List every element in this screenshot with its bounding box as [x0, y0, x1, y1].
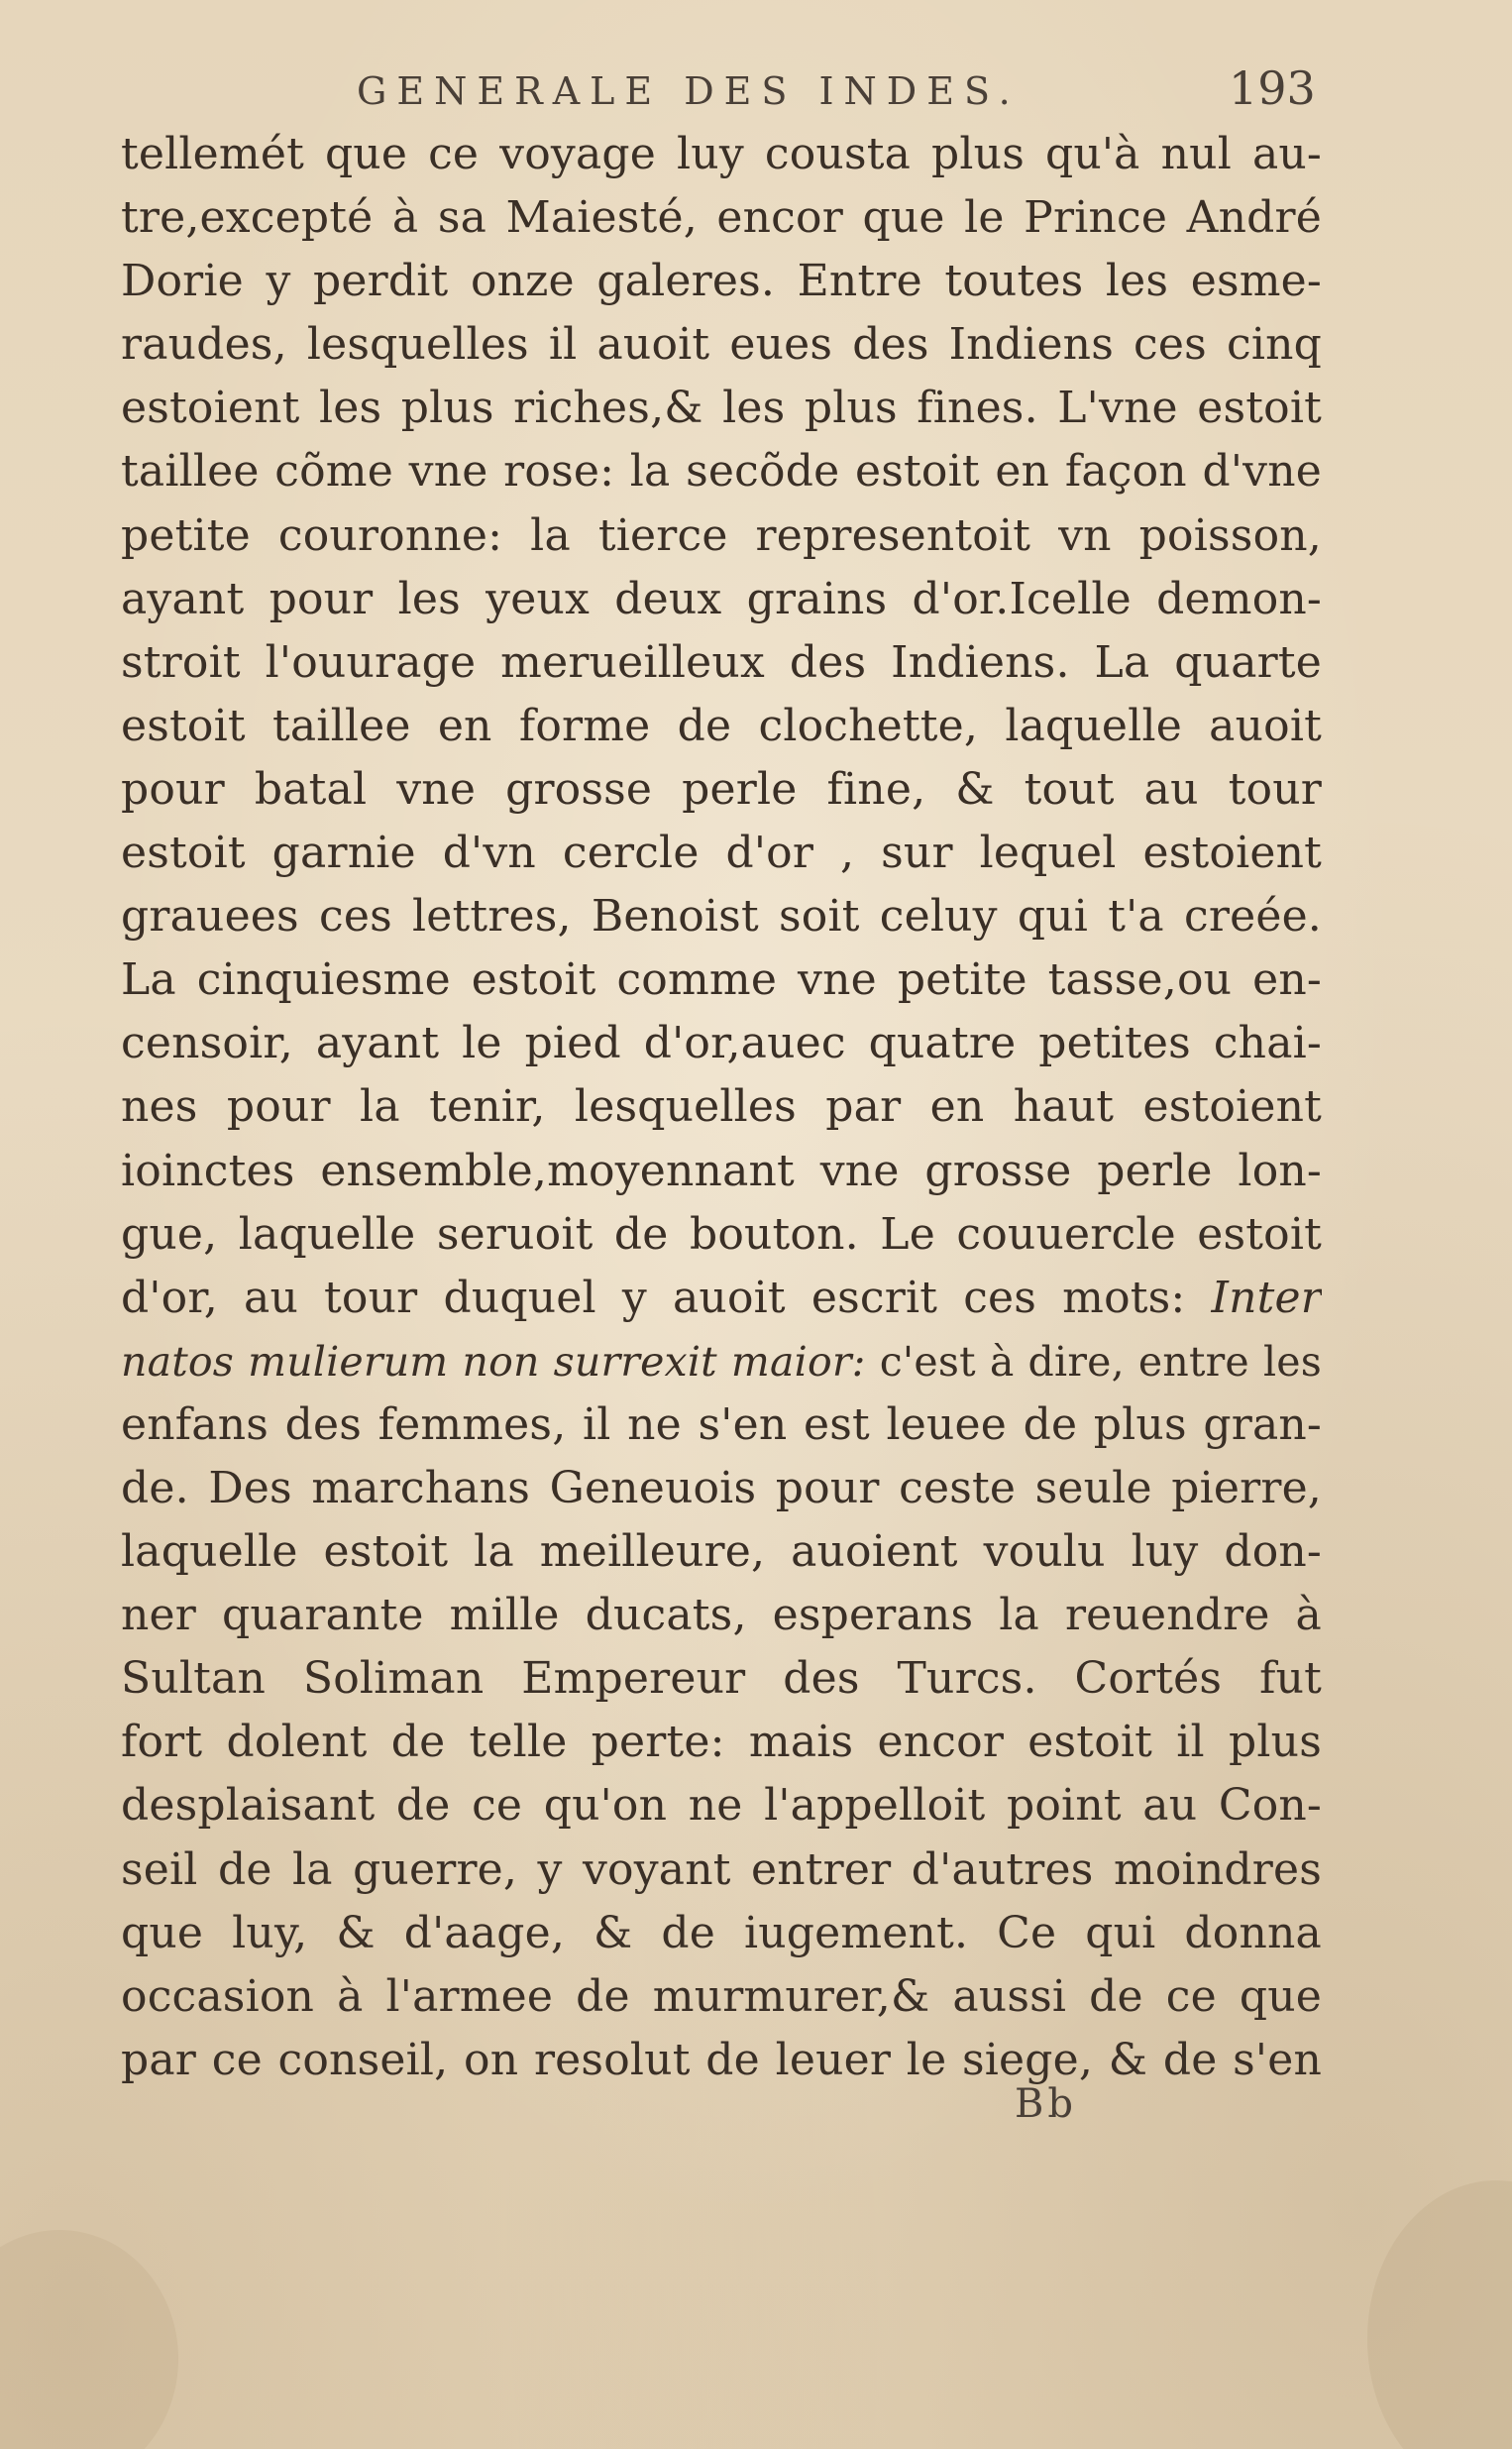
text-line: desplaisant de ce qu'on ne l'appelloit point au Con-: [121, 1780, 1322, 1832]
text-line: occasion à l'armee de murmurer,& aussi de ce que: [121, 1970, 1322, 2022]
text-line: d'or, au tour duquel y auoit escrit ces mots: Inter: [121, 1272, 1322, 1323]
text-line: enfans des femmes, il ne s'en est leuee de plus gran-: [121, 1398, 1322, 1450]
page-number: 193: [1229, 61, 1316, 115]
text-line: tellemét que ce voyage luy cousta plus qu'à nul au-: [121, 129, 1322, 179]
text-line: ner quarante mille ducats, esperans la reuendre à: [121, 1590, 1322, 1641]
text-line: pour batal vne grosse perle fine, & tout au tour: [121, 763, 1322, 815]
text-line: petite couronne: la tierce representoit vn poisson,: [121, 509, 1322, 561]
body-text: [121, 123, 1322, 2092]
text-line: natos mulierum non surrexit maior: c'est à dire, entre les: [121, 1337, 1322, 1386]
text-line: par ce conseil, on resolut de leuer le siege, & de s'en: [121, 2034, 1322, 2085]
paper-stain: [0, 2230, 178, 2449]
text-line: nes pour la tenir, lesquelles par en haut estoient: [121, 1081, 1322, 1133]
text-line: estoient les plus riches,& les plus fines. L'vne estoit: [121, 383, 1322, 434]
text-line: tre,excepté à sa Maiesté, encor que le Prince André: [121, 192, 1322, 244]
text-line: Dorie y perdit onze galeres. Entre toutes les esme-: [121, 256, 1322, 307]
text-line: taillee cõme vne rose: la secõde estoit en façon d'vne: [121, 446, 1322, 498]
latin-quote: natos mulierum non surrexit maior:: [121, 1337, 866, 1386]
text-line: seil de la guerre, y voyant entrer d'autres moindres: [121, 1843, 1322, 1895]
text-line: stroit l'ouurage merueilleux des Indiens. La quarte: [121, 636, 1322, 688]
text-line: Sultan Soliman Empereur des Turcs. Cortés fut: [121, 1653, 1322, 1705]
text-line: censoir, ayant le pied d'or,auec quatre petites chai-: [121, 1018, 1322, 1069]
text-line: estoit garnie d'vn cercle d'or , sur lequel estoient: [121, 828, 1322, 879]
text-line: de. Des marchans Geneuois pour ceste seule pierre,: [121, 1462, 1322, 1513]
text-line: La cinquiesme estoit comme vne petite tasse,ou en-: [121, 954, 1322, 1006]
paper-stain: [1367, 2180, 1512, 2449]
text-line: raudes, lesquelles il auoit eues des Indiens ces cinq: [121, 319, 1322, 371]
text-line: que luy, & d'aage, & de iugement. Ce qui donna: [121, 1907, 1322, 1958]
text-line: ioinctes ensemble,moyennant vne grosse perle lon-: [121, 1145, 1322, 1196]
signature-mark: Bb: [1015, 2081, 1077, 2127]
text-line: fort dolent de telle perte: mais encor estoit il plus: [121, 1717, 1322, 1768]
text-line: ayant pour les yeux deux grains d'or.Icelle demon-: [121, 573, 1322, 624]
text-line: gue, laquelle seruoit de bouton. Le couuercle estoit: [121, 1208, 1322, 1260]
latin-quote: Inter: [1211, 1272, 1322, 1323]
text-line: laquelle estoit la meilleure, auoient voulu luy don-: [121, 1526, 1322, 1578]
text-line: estoit taillee en forme de clochette, laquelle auoit: [121, 700, 1322, 751]
running-head: GENERALE DES INDES.: [357, 69, 1021, 113]
text-line: grauees ces lettres, Benoist soit celuy qui t'a creée.: [121, 891, 1322, 943]
